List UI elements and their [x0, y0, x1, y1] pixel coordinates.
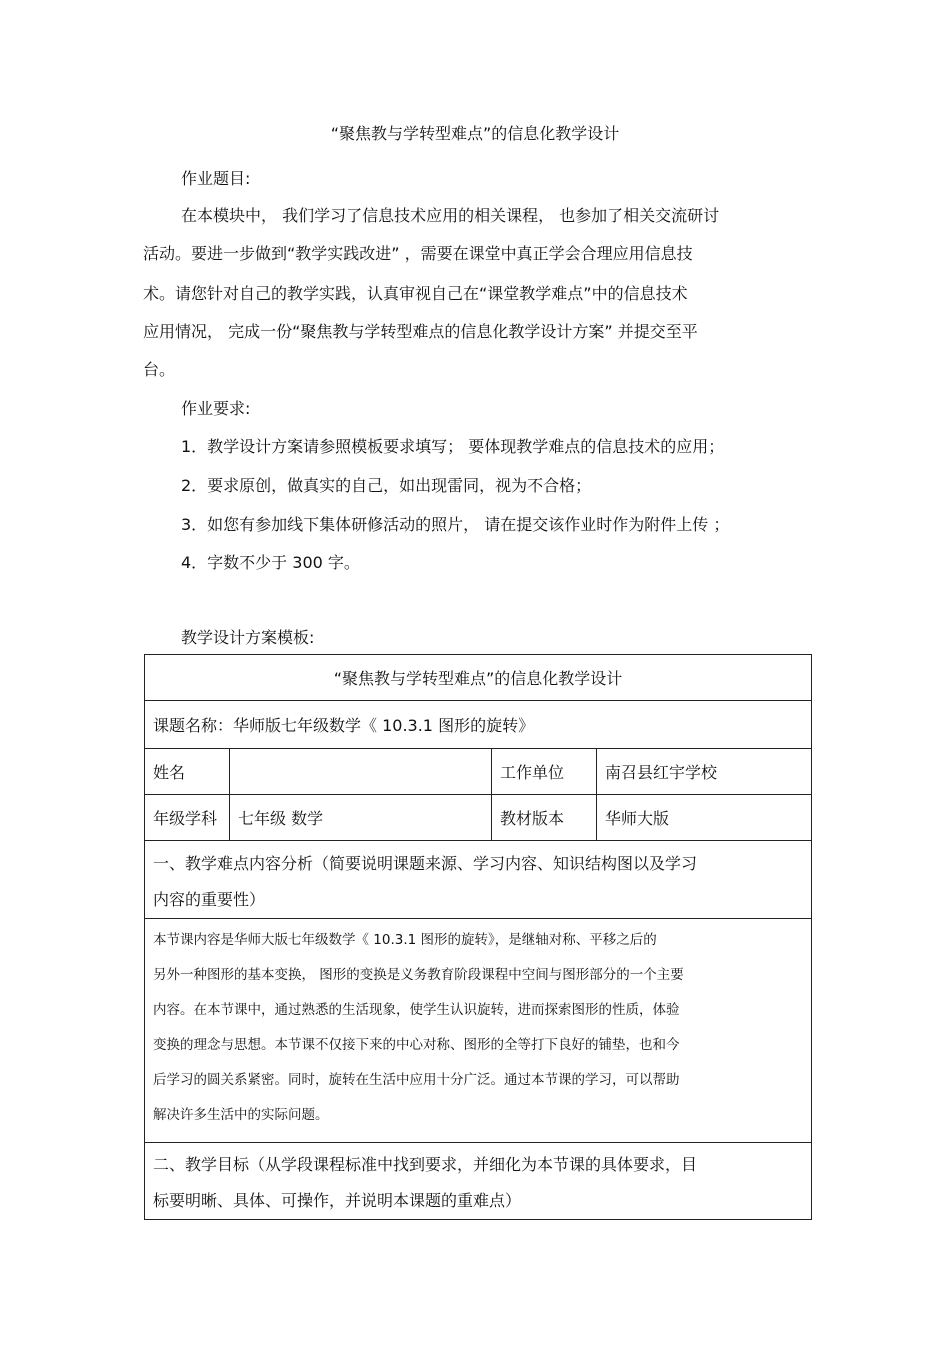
grade-label: 年级学科 — [145, 795, 230, 841]
assignment-line: 术。请您针对自己的教学实践，认真审视自己在“课堂教学难点”中的信息技术 — [143, 284, 688, 303]
requirement-item: 3．如您有参加线下集体研修活动的照片， 请在提交该作业时作为附件上传 ； — [181, 515, 730, 534]
edition-value: 华师大版 — [597, 795, 812, 841]
section1-heading-line: 一、教学难点内容分析（简要说明课题来源、学习内容、知识结构图以及学习 — [153, 853, 698, 873]
section2-heading — [145, 1143, 812, 1220]
requirements-heading: 作业要求: — [181, 399, 251, 418]
unit-value: 南召县红宇学校 — [597, 749, 812, 795]
unit-label: 工作单位 — [492, 749, 597, 795]
course-name: 课题名称：华师版七年级数学《 10.3.1 图形的旋转》 — [145, 701, 812, 749]
section1-body-line: 内容。在本节课中，通过熟悉的生活现象，使学生认识旋转，进而探索图形的性质，体验 — [153, 1002, 680, 1018]
template-title: “聚焦教与学转型难点”的信息化教学设计 — [145, 655, 812, 701]
section2-heading-line: 标要明晰、具体、可操作，并说明本课题的重难点） — [153, 1191, 522, 1210]
template-table — [144, 654, 812, 1220]
assignment-line: 台。 — [143, 360, 176, 379]
requirement-item: 4．字数不少于 300 字。 — [181, 553, 360, 572]
section1-body-line: 本节课内容是华师大版七年级数学《 10.3.1 图形的旋转》，是继轴对称、平移之后的 — [153, 932, 657, 948]
section1-body — [145, 919, 812, 1143]
assignment-heading: 作业题目: — [181, 169, 251, 188]
section1-body-line: 解决许多生活中的实际问题。 — [153, 1107, 329, 1123]
section1-body-line: 另外一种图形的基本变换， 图形的变换是义务教育阶段课程中空间与图形部分的一个主要 — [153, 967, 684, 983]
page-title: “聚焦教与学转型难点”的信息化教学设计 — [330, 124, 620, 143]
template-heading: 教学设计方案模板: — [181, 628, 315, 647]
requirement-item: 1．教学设计方案请参照模板要求填写； 要体现教学难点的信息技术的应用； — [181, 437, 725, 456]
section1-body-line: 变换的理念与思想。本节课不仅接下来的中心对称、图形的全等打下良好的铺垫，也和今 — [153, 1037, 680, 1053]
name-value — [230, 749, 492, 795]
assignment-line: 应用情况， 完成一份“聚焦教与学转型难点的信息化教学设计方案” 并提交至平 — [143, 322, 698, 341]
section1-heading-line: 内容的重要性） — [153, 889, 266, 909]
grade-value: 七年级 数学 — [230, 795, 492, 841]
assignment-line: 在本模块中， 我们学习了信息技术应用的相关课程， 也参加了相关交流研讨 — [181, 206, 720, 225]
assignment-line: 活动。要进一步做到“教学实践改进” ，需要在课堂中真正学会合理应用信息技 — [143, 244, 693, 263]
name-label: 姓名 — [145, 749, 230, 795]
requirement-item: 2．要求原创，做真实的自己，如出现雷同，视为不合格； — [181, 476, 592, 495]
section1-heading — [145, 841, 812, 919]
edition-label: 教材版本 — [492, 795, 597, 841]
section2-heading-line: 二、教学目标（从学段课程标准中找到要求，并细化为本节课的具体要求，目 — [153, 1155, 698, 1174]
section1-body-line: 后学习的圆关系紧密。同时，旋转在生活中应用十分广泛。通过本节课的学习，可以帮助 — [153, 1072, 680, 1088]
